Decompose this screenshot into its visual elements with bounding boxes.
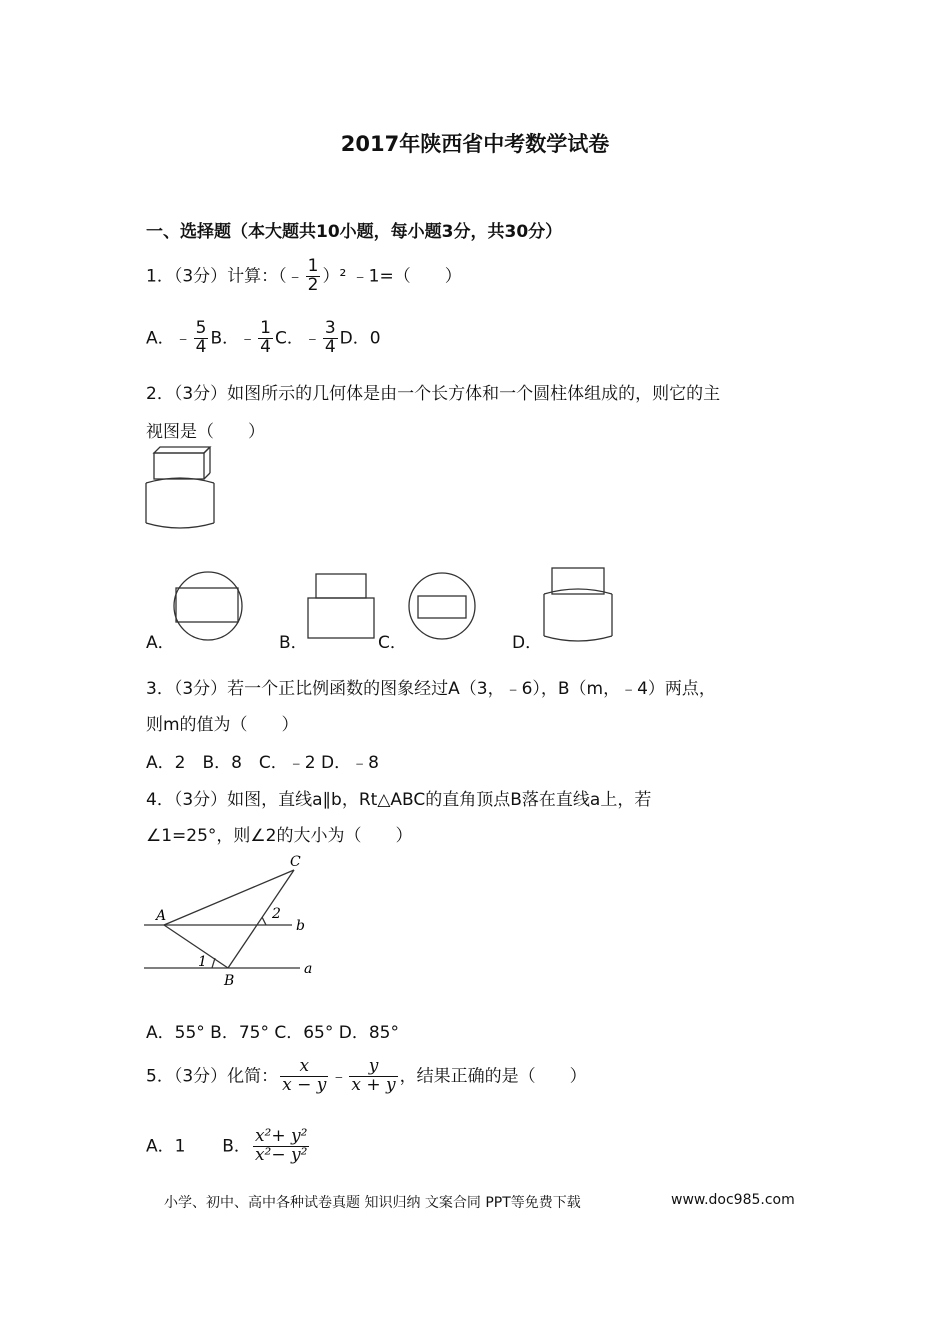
q5-minus: ﹣ <box>330 1066 348 1087</box>
q4-label-b-point: B <box>224 973 235 989</box>
q2-option-a-figure <box>172 570 248 642</box>
q2-option-a: A． <box>146 633 175 653</box>
q5-option-b: B． <box>222 1136 251 1157</box>
q5-options <box>146 1128 311 1165</box>
q1-option-b-frac <box>258 320 273 357</box>
q2-option-c: C． <box>378 633 407 653</box>
q2-solid-figure <box>140 445 220 530</box>
q1-option-a-frac <box>194 320 209 357</box>
q2-option-b-figure <box>304 572 376 642</box>
q1-option-c: C．﹣ <box>274 328 321 349</box>
q5-option-b-frac <box>253 1128 309 1165</box>
q4-line-1: 4．（3分）如图，直线a∥b，Rt△ABC的直角顶点B落在直线a上，若 <box>146 790 652 810</box>
q4-label-line-a: a <box>304 961 313 977</box>
q4-label-c-point: C <box>290 854 301 870</box>
frac-num: 5 <box>195 318 207 338</box>
q2-option-b: B． <box>279 633 308 653</box>
q4-label-line-b: b <box>296 918 305 934</box>
q1-frac-num: 1 <box>307 256 319 276</box>
q2-line-1: 2．（3分）如图所示的几何体是由一个长方体和一个圆柱体组成的，则它的主 <box>146 384 721 404</box>
q1-frac-den: 2 <box>307 274 319 295</box>
q5-suffix: ，结果正确的是（ ） <box>399 1066 587 1087</box>
q3-line-1: 3．（3分）若一个正比例函数的图象经过A（3，﹣6），B（m，﹣4）两点， <box>146 679 716 699</box>
q4-options: A．55° B．75° C．65° D．85° <box>146 1023 399 1043</box>
q1-suffix: ）² ﹣1=（ ） <box>322 266 462 287</box>
frac-num: x²+ y² <box>254 1126 308 1146</box>
footer-site[interactable]: www.doc985.com <box>671 1192 795 1208</box>
q1-option-a: A．﹣ <box>146 328 192 349</box>
q2-line-2: 视图是（ ） <box>146 422 265 442</box>
frac-den: x + y <box>351 1074 396 1095</box>
frac-den: x − y <box>282 1074 327 1095</box>
frac-den: 4 <box>260 336 271 357</box>
q1-option-c-frac <box>323 320 338 357</box>
frac-den: 4 <box>195 336 207 357</box>
q3-options: A．2 B．8 C．﹣2 D．﹣8 <box>146 753 379 773</box>
q1-option-b: B．﹣ <box>210 328 257 349</box>
q4-label-a-point: A <box>156 908 167 924</box>
frac-den: 4 <box>324 336 336 357</box>
question-1 <box>146 258 462 295</box>
q4-label-angle-2: 2 <box>272 906 281 922</box>
q2-option-d: D． <box>512 633 543 653</box>
frac-num: y <box>349 1058 397 1077</box>
frac-num: x <box>280 1058 328 1077</box>
frac-den: x²− y² <box>254 1144 308 1165</box>
q3-line-2: 则m的值为（ ） <box>146 715 299 735</box>
q1-prefix: 1．（3分）计算：（﹣ <box>146 266 304 287</box>
q2-option-c-figure <box>404 570 480 642</box>
q5-fraction-1 <box>280 1058 328 1095</box>
frac-num: 3 <box>324 318 336 338</box>
q4-figure <box>140 850 325 990</box>
q5-option-a: A．1 <box>146 1136 186 1157</box>
q1-fraction <box>306 258 321 295</box>
q4-label-angle-1: 1 <box>198 954 207 970</box>
question-5 <box>146 1058 587 1095</box>
section-heading: 一、选择题（本大题共10小题，每小题3分，共30分） <box>146 222 563 242</box>
footer-text: 小学、初中、高中各种试卷真题 知识归纳 文案合同 PPT等免费下载 <box>164 1195 581 1211</box>
q1-option-d: D．0 <box>339 328 381 349</box>
q5-fraction-2 <box>349 1058 397 1095</box>
q5-prefix: 5．（3分）化简： <box>146 1066 279 1087</box>
q2-option-d-figure <box>540 566 616 644</box>
frac-num: 1 <box>260 318 271 338</box>
page-title: 2017年陕西省中考数学试卷 <box>340 132 610 156</box>
q4-line-2: ∠1=25°，则∠2的大小为（ ） <box>146 826 413 846</box>
q1-options <box>146 320 381 357</box>
